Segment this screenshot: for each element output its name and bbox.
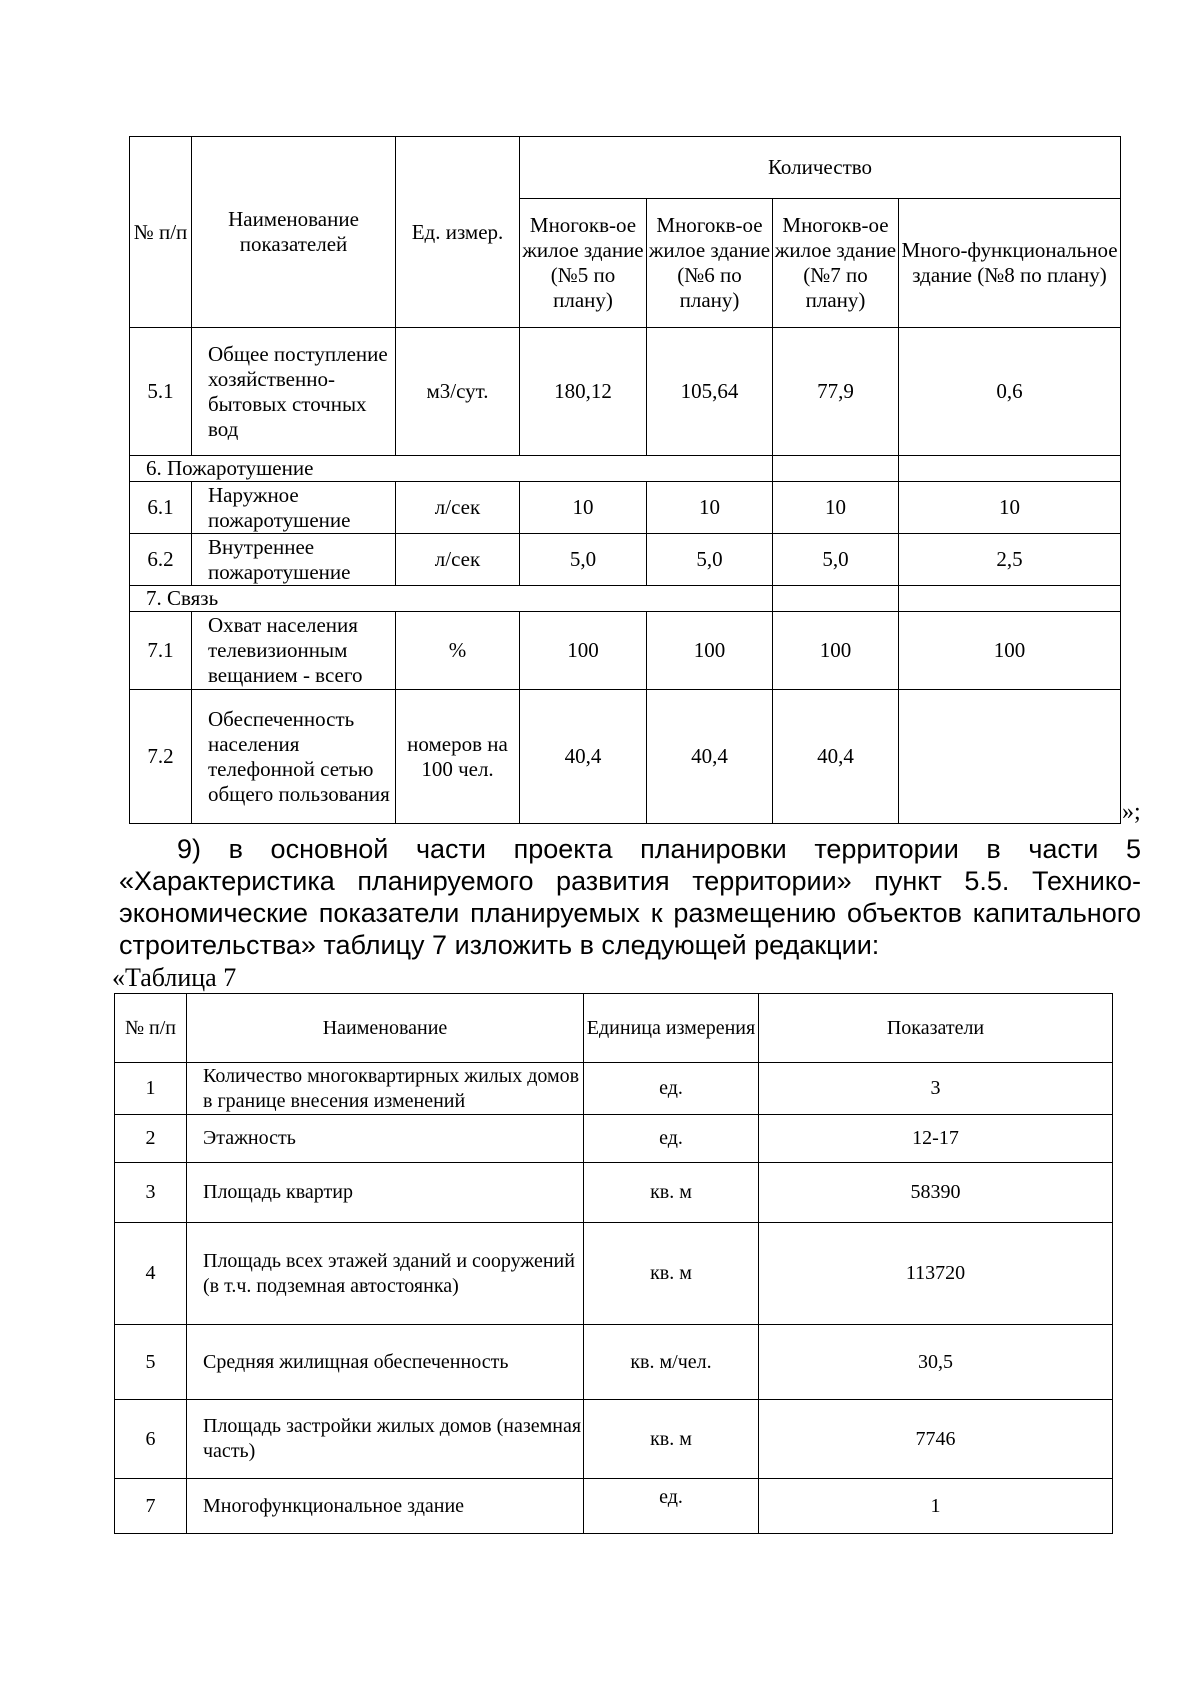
row-value-7: 10 — [773, 482, 899, 534]
row-unit: кв. м — [584, 1223, 759, 1325]
row-num: 6.2 — [130, 534, 192, 586]
section-cell — [773, 586, 899, 612]
row-value-7: 100 — [773, 612, 899, 690]
header-unit: Ед. измер. — [396, 137, 520, 328]
row-unit: л/сек — [396, 534, 520, 586]
header-building-8: Много-функциональное здание (№8 по плану) — [899, 199, 1121, 328]
section-cell — [773, 456, 899, 482]
row-name: Средняя жилищная обеспеченность — [187, 1325, 584, 1400]
row-value: 1 — [759, 1479, 1113, 1534]
row-name: Количество многоквартирных жилых домов в границе внесения изменений — [187, 1063, 584, 1115]
section-row — [130, 586, 1121, 612]
row-name: Обеспеченность населения телефонной сетью общего пользования — [192, 690, 396, 824]
table-row — [115, 1223, 1113, 1325]
row-value: 58390 — [759, 1163, 1113, 1223]
table-row — [115, 1115, 1113, 1163]
closing-quote: »; — [1122, 799, 1141, 825]
row-name: Этажность — [187, 1115, 584, 1163]
table-row — [130, 534, 1121, 586]
row-value-8: 0,6 — [899, 328, 1121, 456]
row-value-7: 77,9 — [773, 328, 899, 456]
section-spacer — [647, 456, 773, 482]
row-value-8: 2,5 — [899, 534, 1121, 586]
row-num: 7 — [115, 1479, 187, 1534]
section-row — [130, 456, 1121, 482]
section-title-fire: 6. Пожаротушение — [130, 456, 647, 482]
row-value: 12-17 — [759, 1115, 1113, 1163]
row-num: 6.1 — [130, 482, 192, 534]
row-value-6: 40,4 — [647, 690, 773, 824]
row-name: Площадь застройки жилых домов (наземная часть) — [187, 1400, 584, 1479]
row-unit: ед. — [584, 1479, 759, 1534]
amendment-paragraph: 9) в основной части проекта планировки территории в части 5 «Характеристика планируемого развития территории» пункт 5.5. Технико-экономические показатели планируемых к размещению объектов капитального строительства» таблицу 7 изложить в следующей редакции: — [119, 834, 1141, 960]
table-row — [115, 1063, 1113, 1115]
row-unit: ед. — [584, 1115, 759, 1163]
row-value: 30,5 — [759, 1325, 1113, 1400]
row-num: 5 — [115, 1325, 187, 1400]
row-unit: кв. м — [584, 1400, 759, 1479]
row-value-6: 100 — [647, 612, 773, 690]
row-value: 7746 — [759, 1400, 1113, 1479]
section-title-communication: 7. Связь — [130, 586, 647, 612]
table-row — [115, 1325, 1113, 1400]
table-row — [115, 1479, 1113, 1534]
row-name: Наружное пожаротушение — [192, 482, 396, 534]
table-row — [115, 1400, 1113, 1479]
header-value: Показатели — [759, 994, 1113, 1063]
row-unit: ед. — [584, 1063, 759, 1115]
section-spacer — [647, 586, 773, 612]
row-value-8: 100 — [899, 612, 1121, 690]
tep-table — [114, 993, 1113, 1534]
section-cell — [899, 586, 1121, 612]
row-value-8: 10 — [899, 482, 1121, 534]
row-value-7: 40,4 — [773, 690, 899, 824]
row-value-6: 10 — [647, 482, 773, 534]
row-value-5: 5,0 — [520, 534, 647, 586]
row-value-5: 10 — [520, 482, 647, 534]
table-row — [130, 612, 1121, 690]
header-quantity: Количество — [520, 137, 1121, 199]
row-name: Площадь всех этажей зданий и сооружений (в т.ч. подземная автостоянка) — [187, 1223, 584, 1325]
row-value-6: 5,0 — [647, 534, 773, 586]
row-unit: кв. м/чел. — [584, 1325, 759, 1400]
header-building-7: Многокв-ое жилое здание (№7 по плану) — [773, 199, 899, 328]
row-value: 113720 — [759, 1223, 1113, 1325]
row-num: 4 — [115, 1223, 187, 1325]
table-row — [130, 690, 1121, 824]
table-row — [130, 482, 1121, 534]
row-value: 3 — [759, 1063, 1113, 1115]
row-num: 7.2 — [130, 690, 192, 824]
row-name: Площадь квартир — [187, 1163, 584, 1223]
row-value-5: 180,12 — [520, 328, 647, 456]
header-name: Наименование — [187, 994, 584, 1063]
indicators-table — [129, 136, 1121, 824]
row-value-7: 5,0 — [773, 534, 899, 586]
row-value-5: 40,4 — [520, 690, 647, 824]
row-num: 5.1 — [130, 328, 192, 456]
table-row — [115, 1163, 1113, 1223]
row-num: 2 — [115, 1115, 187, 1163]
row-value-6: 105,64 — [647, 328, 773, 456]
row-name: Внутреннее пожаротушение — [192, 534, 396, 586]
row-name: Многофункциональное здание — [187, 1479, 584, 1534]
row-num: 1 — [115, 1063, 187, 1115]
row-name: Охват населения телевизионным вещанием - всего — [192, 612, 396, 690]
row-unit: л/сек — [396, 482, 520, 534]
table-row — [130, 328, 1121, 456]
row-value-5: 100 — [520, 612, 647, 690]
row-num: 6 — [115, 1400, 187, 1479]
header-unit: Единица измерения — [584, 994, 759, 1063]
row-num: 3 — [115, 1163, 187, 1223]
header-building-5: Многокв-ое жилое здание (№5 по плану) — [520, 199, 647, 328]
header-num: № п/п — [130, 137, 192, 328]
header-building-6: Многокв-ое жилое здание (№6 по плану) — [647, 199, 773, 328]
header-num: № п/п — [115, 994, 187, 1063]
table-caption: «Таблица 7 — [112, 963, 237, 992]
row-unit: номеров на 100 чел. — [396, 690, 520, 824]
row-name: Общее поступление хозяйственно-бытовых сточных вод — [192, 328, 396, 456]
row-value-8 — [899, 690, 1121, 824]
section-cell — [899, 456, 1121, 482]
row-unit: кв. м — [584, 1163, 759, 1223]
row-unit: % — [396, 612, 520, 690]
row-unit: м3/сут. — [396, 328, 520, 456]
header-name: Наименование показателей — [192, 137, 396, 328]
row-num: 7.1 — [130, 612, 192, 690]
